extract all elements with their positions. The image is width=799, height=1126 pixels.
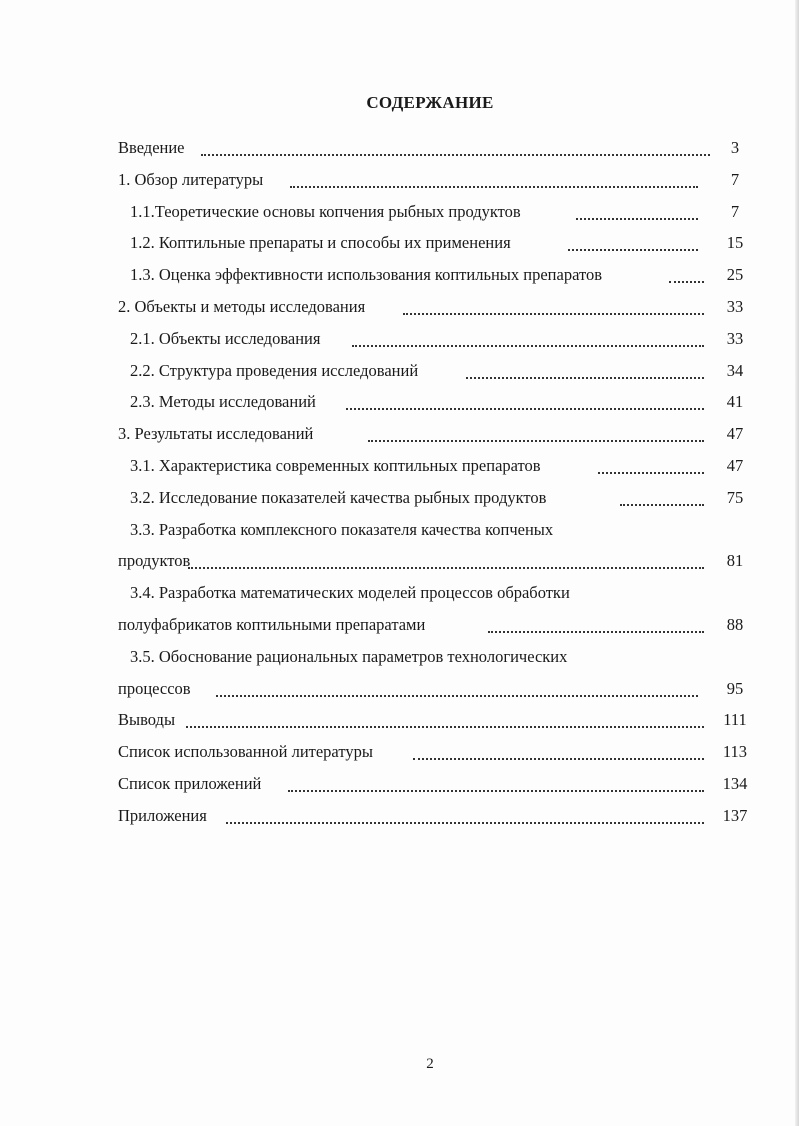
table-of-contents bbox=[118, 132, 750, 832]
toc-entry-page: 113 bbox=[722, 742, 748, 762]
toc-entry-page: 95 bbox=[726, 678, 744, 698]
toc-entry-page: 33 bbox=[726, 296, 744, 316]
toc-entry-label: Введение bbox=[118, 138, 185, 157]
toc-entry-label: 2.2. Структура проведения исследований bbox=[130, 360, 419, 380]
toc-entry-label: процессов bbox=[118, 678, 191, 698]
toc-entry-page: 41 bbox=[726, 392, 744, 412]
dot-leader bbox=[568, 248, 698, 251]
dot-leader bbox=[226, 821, 704, 824]
toc-entry-page: 111 bbox=[723, 710, 747, 730]
dot-leader bbox=[186, 725, 704, 728]
toc-entry-page: 47 bbox=[726, 424, 744, 444]
toc-entry-label: 2. Объекты и методы исследования bbox=[118, 296, 366, 316]
toc-entry-page: 7 bbox=[730, 201, 740, 221]
dot-leader bbox=[413, 757, 704, 760]
toc-entry-section-2-2 bbox=[118, 355, 750, 387]
dot-leader bbox=[352, 344, 704, 347]
toc-entry-section-3-3-continuation bbox=[118, 545, 750, 577]
dot-leader bbox=[598, 471, 704, 474]
toc-entry-section-1-1 bbox=[118, 196, 750, 228]
toc-entry-introduction bbox=[118, 132, 750, 164]
toc-entry-section-1-3 bbox=[118, 259, 750, 291]
dot-leader bbox=[201, 153, 710, 156]
toc-entry-label: 3.1. Характеристика современных коптильных препаратов bbox=[130, 455, 541, 475]
toc-title: СОДЕРЖАНИЕ bbox=[366, 93, 494, 112]
toc-entry-label: 1.2. Коптильные препараты и способы их применения bbox=[130, 233, 511, 253]
toc-entry-page: 137 bbox=[722, 805, 748, 825]
toc-entry-label: 1.3. Оценка эффективности использования коптильных препаратов bbox=[130, 265, 602, 285]
toc-entry-label: продуктов bbox=[118, 551, 191, 571]
toc-entry-chapter-3 bbox=[118, 418, 750, 450]
toc-entry-page: 34 bbox=[726, 360, 744, 380]
toc-entry-section-3-3 bbox=[118, 514, 750, 546]
toc-entry-label: 1. Обзор литературы bbox=[118, 169, 264, 189]
toc-entry-chapter-2 bbox=[118, 291, 750, 323]
toc-entry-label: 3.3. Разработка комплексного показателя качества копченых bbox=[130, 519, 554, 539]
toc-entry-label: Список использованной литературы bbox=[118, 742, 373, 762]
toc-entry-page: 7 bbox=[730, 169, 740, 189]
dot-leader bbox=[368, 439, 704, 442]
toc-entry-label: 1.1.Теоретические основы копчения рыбных продуктов bbox=[130, 201, 521, 221]
toc-entry-label: 3.2. Исследование показателей качества рыбных продуктов bbox=[130, 487, 547, 507]
toc-entry-section-2-3 bbox=[118, 386, 750, 418]
toc-entry-appendices bbox=[118, 800, 750, 832]
toc-entry-section-3-4-continuation bbox=[118, 609, 750, 641]
page-edge-shadow bbox=[795, 0, 799, 1126]
toc-entry-page: 3 bbox=[730, 138, 740, 157]
toc-entry-section-1-2 bbox=[118, 227, 750, 259]
toc-entry-label: 3. Результаты исследований bbox=[118, 424, 314, 444]
dot-leader bbox=[403, 312, 704, 315]
dot-leader bbox=[188, 566, 704, 569]
toc-entry-page: 81 bbox=[726, 551, 744, 571]
toc-entry-page: 25 bbox=[726, 265, 744, 285]
toc-entry-conclusions bbox=[118, 704, 750, 736]
toc-entry-section-3-2 bbox=[118, 482, 750, 514]
toc-entry-label: полуфабрикатов коптильными препаратами bbox=[118, 614, 426, 634]
toc-entry-label: 3.4. Разработка математических моделей процессов обработки bbox=[130, 583, 570, 603]
toc-entry-references bbox=[118, 736, 750, 768]
dot-leader bbox=[669, 280, 704, 283]
toc-entry-page: 15 bbox=[726, 233, 744, 253]
dot-leader bbox=[346, 407, 704, 410]
toc-entry-page: 33 bbox=[726, 328, 744, 348]
dot-leader bbox=[288, 789, 704, 792]
toc-entry-label: Приложения bbox=[118, 805, 207, 825]
toc-entry-label: 3.5. Обоснование рациональных параметров технологических bbox=[130, 646, 568, 666]
dot-leader bbox=[466, 376, 704, 379]
dot-leader bbox=[216, 694, 698, 697]
dot-leader bbox=[576, 217, 698, 220]
toc-entry-page: 47 bbox=[726, 455, 744, 475]
toc-entry-page: 134 bbox=[722, 773, 748, 793]
toc-entry-page: 75 bbox=[726, 487, 744, 507]
dot-leader bbox=[290, 185, 698, 188]
page-number: 2 bbox=[426, 1056, 434, 1072]
toc-entry-page: 88 bbox=[726, 614, 744, 634]
toc-entry-label: Выводы bbox=[118, 710, 176, 730]
toc-entry-chapter-1 bbox=[118, 164, 750, 196]
toc-entry-section-3-5-continuation bbox=[118, 673, 750, 705]
dot-leader bbox=[620, 503, 704, 506]
toc-entry-section-3-5 bbox=[118, 641, 750, 673]
toc-entry-section-3-1 bbox=[118, 450, 750, 482]
toc-entry-section-2-1 bbox=[118, 323, 750, 355]
dot-leader bbox=[488, 630, 704, 633]
toc-entry-label: Список приложений bbox=[118, 773, 262, 793]
toc-entry-section-3-4 bbox=[118, 577, 750, 609]
toc-entry-label: 2.3. Методы исследований bbox=[130, 392, 316, 412]
toc-entry-appendix-list bbox=[118, 768, 750, 800]
toc-entry-label: 2.1. Объекты исследования bbox=[130, 328, 321, 348]
